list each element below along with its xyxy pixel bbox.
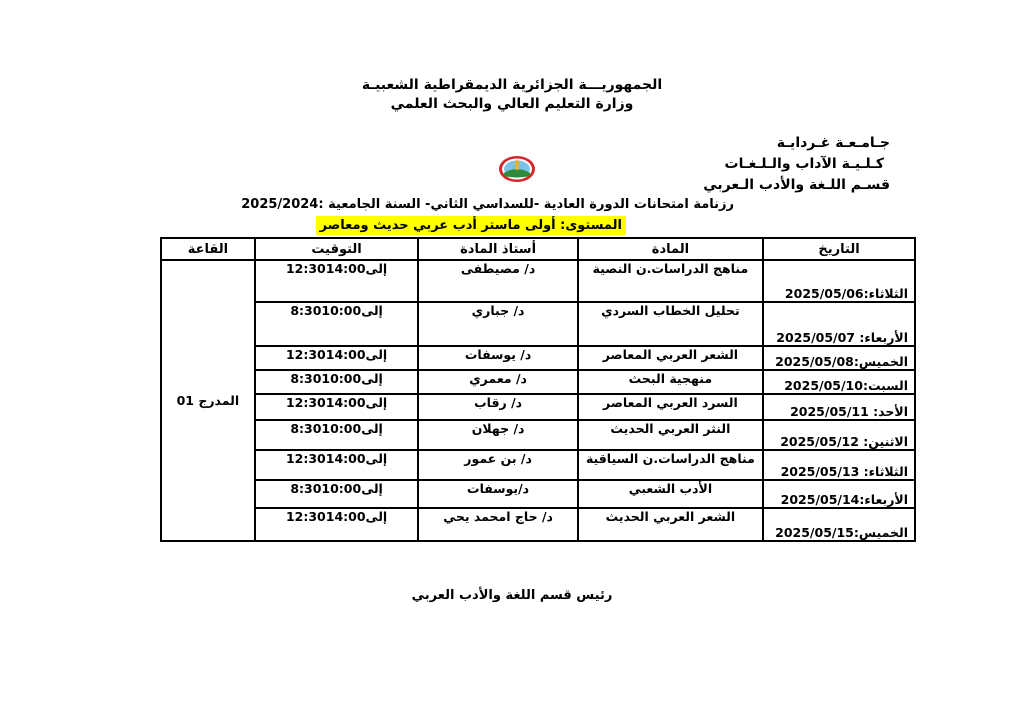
row-subject: الشعر العربي المعاصر — [578, 346, 763, 370]
faculty-name: كـلـيـة الآداب والـلـغـات — [724, 156, 884, 172]
row-professor: د/ يوسفات — [418, 346, 577, 370]
table-row — [161, 394, 915, 420]
row-subject: الشعر العربي الحديث — [578, 508, 763, 541]
university-emblem-icon — [497, 152, 537, 184]
row-date: الأحد: 2025/05/11 — [763, 394, 915, 420]
row-date: الثلاثاء:2025/05/06 — [763, 260, 915, 302]
row-professor: د/ جهلان — [418, 420, 577, 450]
row-professor: د/ معمري — [418, 370, 577, 394]
republic-title: الجمهوريـــة الجزائرية الديمقراطية الشعبيـة — [361, 77, 663, 93]
row-subject: مناهج الدراسات.ن السياقية — [578, 450, 763, 480]
header-time: التوقيت — [255, 238, 419, 260]
department-head-signature-label: رئيس قسم اللغة والأدب العربي — [411, 588, 613, 603]
row-subject: تحليل الخطاب السردي — [578, 302, 763, 346]
row-subject: الأدب الشعبي — [578, 480, 763, 508]
row-subject: مناهج الدراسات.ن النصية — [578, 260, 763, 302]
row-date: الأربعاء: 2025/05/07 — [763, 302, 915, 346]
table-row — [161, 346, 915, 370]
row-time: 12:30إلى14:00 — [255, 346, 419, 370]
row-professor: د/ مصيطفى — [418, 260, 577, 302]
level-label: المستوى: أولى ماستر أدب عربي حديث ومعاصر — [316, 216, 626, 235]
row-professor: د/ حاج امحمد يحي — [418, 508, 577, 541]
row-time: 12:30إلى14:00 — [255, 450, 419, 480]
table-row — [161, 480, 915, 508]
university-name: جـامـعـة غـردايـة — [776, 135, 890, 151]
header-professor: أستاذ المادة — [418, 238, 577, 260]
table-row — [161, 260, 915, 302]
department-name: قسـم اللـغة والأدب الـعربي — [703, 177, 890, 193]
row-date: الأربعاء:2025/05/14 — [763, 480, 915, 508]
table-row — [161, 420, 915, 450]
row-subject: السرد العربي المعاصر — [578, 394, 763, 420]
row-time: 8:30إلى10:00 — [255, 420, 419, 450]
row-date: الخميس:2025/05/15 — [763, 508, 915, 541]
table-row — [161, 302, 915, 346]
row-time: 12:30إلى14:00 — [255, 508, 419, 541]
table-header-row — [161, 238, 915, 260]
row-professor: د/ بن عمور — [418, 450, 577, 480]
table-row — [161, 508, 915, 541]
ministry-title: وزارة التعليم العالي والبحث العلمي — [390, 96, 634, 112]
row-date: الخميس:2025/05/08 — [763, 346, 915, 370]
exam-schedule-table — [160, 237, 916, 542]
row-subject: النثر العربي الحديث — [578, 420, 763, 450]
row-time: 12:30إلى14:00 — [255, 394, 419, 420]
row-time: 8:30إلى10:00 — [255, 480, 419, 508]
row-date: السبت:2025/05/10 — [763, 370, 915, 394]
row-professor: د/يوسفات — [418, 480, 577, 508]
exam-schedule-title: رزنامة امتحانات الدورة العادية -للسداسي الثاني- السنة الجامعية :2025/2024 — [241, 197, 734, 212]
header-date: التاريخ — [763, 238, 915, 260]
room-cell: المدرج 01 — [161, 260, 255, 541]
header-subject: المادة — [578, 238, 763, 260]
header-room: القاعة — [161, 238, 255, 260]
table-row — [161, 450, 915, 480]
row-date: الاثنين: 2025/05/12 — [763, 420, 915, 450]
row-time: 8:30إلى10:00 — [255, 302, 419, 346]
table-row — [161, 370, 915, 394]
row-date: الثلاثاء: 2025/05/13 — [763, 450, 915, 480]
row-time: 8:30إلى10:00 — [255, 370, 419, 394]
row-professor: د/ رقاب — [418, 394, 577, 420]
row-professor: د/ جباري — [418, 302, 577, 346]
row-subject: منهجية البحث — [578, 370, 763, 394]
row-time: 12:30إلى14:00 — [255, 260, 419, 302]
